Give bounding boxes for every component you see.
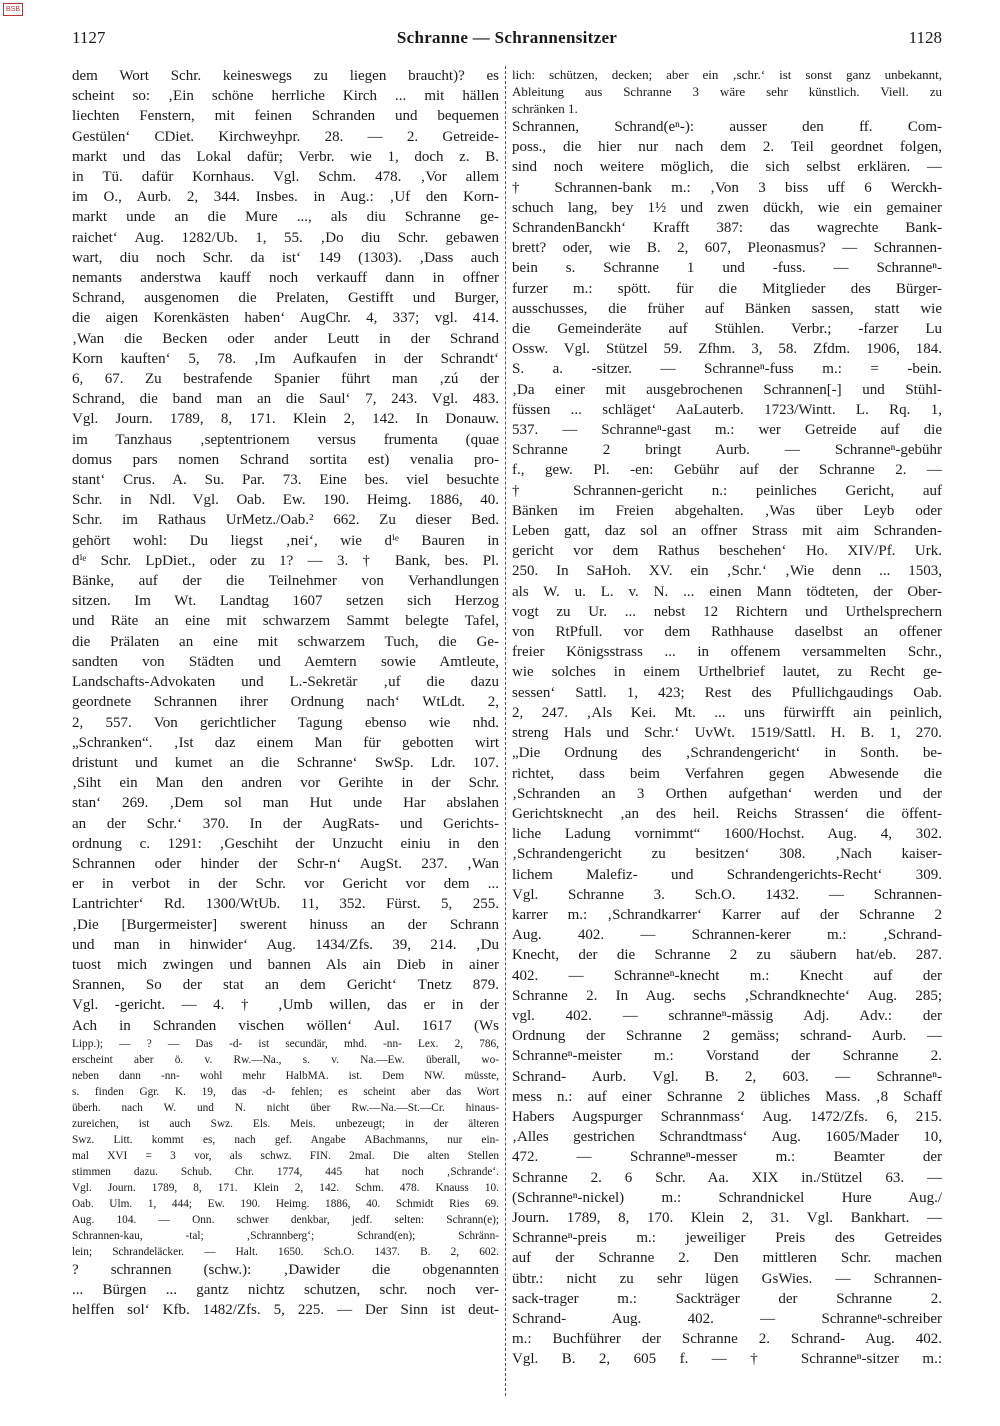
- text-line: Schrand- Aurb. Vgl. B. 2, 603. — Schranneⁿ-: [512, 1068, 942, 1085]
- text-line: Bänken im Freien abgehalten. ‚Was über Leyb oder: [512, 502, 942, 519]
- text-line: Bänke, auf der die Teilnehmer von Verhandlungen: [72, 573, 499, 590]
- text-line: brett? oder, wie B. 2, 607, Pleonasmus? — Schrannen-: [512, 240, 942, 257]
- text-line: zureichen, ist auch Swz. Els. Meis. unbezeugt; in der älteren: [72, 1117, 499, 1130]
- column-divider: [505, 66, 506, 1396]
- text-line: sessen‘ Sattl. 1, 423; Rest des Pfullichgaudings Oab.: [512, 684, 942, 701]
- text-line: von RtPfull. vor dem Rathhause daselbst an offener: [512, 624, 942, 641]
- text-line: erscheint aber ö. v. Rw.—Na., s. v. Na.—Ew. überall, wo-: [72, 1053, 499, 1066]
- text-line: Lantrichter‘ Rd. 1300/WtUb. 11, 352. Fürst. 5, 255.: [72, 896, 499, 913]
- text-line: im Tanzhaus ‚septentrionem versus frumenta (quae: [72, 431, 499, 448]
- text-line: 472. — Schranneⁿ-messer m.: Beamter der: [512, 1149, 942, 1166]
- text-line: füssen ... schläget‘ AaLauterb. 1723/Wintt. L. Rq. 1,: [512, 401, 942, 418]
- text-line: scheint so: ‚Ein schöne herrliche Kirch ... mit hällen: [72, 88, 499, 105]
- text-line: schränken 1.: [512, 101, 578, 116]
- page-header: [72, 28, 942, 52]
- text-line: übtr.: nicht zu sehr lügen GsWies. — Schrannen-: [512, 1270, 942, 1287]
- text-line: liechten Fenstern, mit feinen Schranden und bequemen: [72, 108, 499, 125]
- text-line: Vgl. Journ. 1789, 8, 171. Klein 2, 142. In Donauw.: [72, 411, 499, 428]
- text-line: liche Ladung vornimmt“ 1600/Hochst. Aug. 4, 302.: [512, 826, 942, 843]
- text-line: Vgl. Journ. 1789, 8, 171. Klein 2, 142. Schm. 478. Knauss 10.: [72, 1181, 499, 1194]
- text-line: Aug. 104. — Onn. schwer denkbar, jedf. selten: Schrann(e);: [72, 1213, 499, 1226]
- page-number-right: 1128: [908, 28, 942, 47]
- text-line: Ossw. Vgl. Stützel 59. Zfhm. 3, 58. Zfdm. 1906, 184.: [512, 341, 942, 358]
- text-line: furzer m.: spött. für die Mitglieder des Bürger-: [512, 280, 942, 297]
- text-line: als W. u. L. v. N. ... einen Mann tödteten, der Ober-: [512, 583, 942, 600]
- text-line: m.: Buchführer der Schranne 2. Schrand- Aug. 402.: [512, 1331, 942, 1348]
- text-line: gericht vor dem Rathus beschehen‘ Ho. XIV/Pf. Urk.: [512, 543, 942, 560]
- text-line: f., gew. Pl. -en: Gebühr auf der Schranne 2. —: [512, 462, 942, 479]
- text-line: Korn kauften‘ 5, 78. ‚Im Aufkaufen in der Schrandt‘: [72, 350, 499, 367]
- right-column: [512, 66, 942, 1416]
- text-line: helffen sol‘ Kfb. 1482/Zfs. 5, 225. — Der Sinn ist deut-: [72, 1302, 499, 1319]
- text-line: die aigen Korenkästen haben‘ AugChr. 4, 337; vgl. 414.: [72, 310, 499, 327]
- text-line: in Tü. dafür Kornhaus. Vgl. Schm. 478. ‚Vor allem: [72, 169, 499, 186]
- text-line: Schr. in Ndl. Vgl. Oab. Ew. 190. Heimg. 1886, 40.: [72, 492, 499, 509]
- text-line: (Schranneⁿ-nickel) m.: Schrandnickel Hure Aug./: [512, 1189, 942, 1206]
- text-line: die Gemeinderäte auf Stühlen. Verbr.; -farzer Lu: [512, 321, 942, 338]
- text-line: domus pars nomen Schrand sortita est) venalia pro-: [72, 451, 499, 468]
- text-line: Lipp.); — ? — Das -d- ist secundär, mhd. -nn- Lex. 2, 786,: [72, 1037, 499, 1050]
- library-stamp: BSB: [3, 3, 23, 16]
- text-line: er in verbot in der Schr. vor Gericht vor dem ...: [72, 876, 499, 893]
- text-line: schuch lang, bey 1½ und zwen dückh, wie ein gemainer: [512, 199, 942, 216]
- text-line: Schrannen oder hinder der Schr-n‘ AugSt. 237. ‚Wan: [72, 855, 499, 872]
- text-line: gehört wohl: Du liegst ‚nei‘, wie dⁱᵉ Bauren in: [72, 532, 499, 549]
- text-line: lichem Malefiz- und Schrandengerichts-Recht‘ 309.: [512, 866, 942, 883]
- text-line: freier Königsstrass ... in offenem versammelten Schr.,: [512, 644, 942, 661]
- text-line: markt und das Lokal dafür; Verbr. wie 1, doch z. B.: [72, 148, 499, 165]
- text-line: Gerichtsknecht ‚an des heil. Reichs Strassen‘ die öffent-: [512, 805, 942, 822]
- text-line: Oab. Ulm. 1, 444; Ew. 190. Heimg. 1886, 40. Schmidt Ries 69.: [72, 1197, 499, 1210]
- text-line: ? schrannen (schw.): ‚Dawider die obgenannten: [72, 1261, 499, 1278]
- text-line: „Schranken“. ‚Ist daz einem Man für gebotten wirt: [72, 734, 499, 751]
- text-line: Ableitung aus Schranne 3 wäre sehr künstlich. Viell. zu: [512, 84, 942, 99]
- text-line: ausschusses, die früher auf Bänken sassen, statt wie: [512, 300, 942, 317]
- text-line: 2, 247. ‚Als Kei. Mt. ... uns fürwirfft ain peinlich,: [512, 704, 942, 721]
- text-line: überh. nach W. und N. nicht über Rw.—Na.—St.—Cr. hinaus-: [72, 1101, 499, 1114]
- text-line: stant‘ Crus. A. Su. Par. 73. Eine bes. viel besuchte: [72, 472, 499, 489]
- text-line: Journ. 1789, 8, 170. Klein 2, 31. Vgl. Bankhart. —: [512, 1209, 942, 1226]
- text-line: 402. — Schranneⁿ-knecht m.: Knecht auf der: [512, 967, 942, 984]
- text-line: sack-trager m.: Sackträger der Schranne 2.: [512, 1290, 942, 1307]
- text-line: und Räte an eine mit schwarzem Sammt belegte Tafel,: [72, 613, 499, 630]
- text-line: Schrand, ausgenomen die Prelaten, Gestifft und Burger,: [72, 290, 499, 307]
- text-line: Aug. 402. — Schrannen-kerer m.: ‚Schrand-: [512, 927, 942, 944]
- text-line: 2, 557. Von gerichtlicher Tagung ebenso wie nhd.: [72, 714, 499, 731]
- text-line: stimmen dazu. Schub. Chr. 1774, 445 hat noch ‚Schrande‘.: [72, 1165, 499, 1178]
- text-line: im O., Aurb. 2, 344. Insbes. in Aug.: ‚Uf den Korn-: [72, 189, 499, 206]
- text-line: Schranneⁿ-preis m.: jeweiliger Preis des Getreides: [512, 1230, 942, 1247]
- text-line: s. finden Ggr. K. 19, das -d- fehlen; es scheint aber das Wort: [72, 1085, 499, 1098]
- text-line: Schrand- Aug. 402. — Schranneⁿ-schreiber: [512, 1310, 942, 1327]
- text-line: raichet‘ Aug. 1282/Ub. 1, 55. ‚Do diu Schr. gebawen: [72, 229, 499, 246]
- text-line: neben dann -nn- wohl mehr HalbMA. ist. Dem NW. müsste,: [72, 1069, 499, 1082]
- text-line: ordnung c. 1291: ‚Geschiht der Unzucht einiu in den: [72, 835, 499, 852]
- text-line: streng Hals und Schr.‘ UvWt. 1519/Sattl. H. B. 1, 270.: [512, 725, 942, 742]
- text-line: ‚Die [Burgermeister] swerent hinuss an der Schrann: [72, 916, 499, 933]
- text-line: Schrannen-kau, -tal; ‚Schrannberg‘; Schrand(en); Schränn-: [72, 1229, 499, 1242]
- text-line: lein; Schrandeläcker. — Halt. 1650. Sch.O. 1437. B. 2, 602.: [72, 1245, 499, 1258]
- text-line: ‚Schrandengericht zu besitzen‘ 308. ‚Nach kaiser-: [512, 846, 942, 863]
- text-line: die Prälaten an eine mit schwarzem Tuch, die Ge-: [72, 633, 499, 650]
- text-line: Ordnung der Schranne 2 gemäss; schrand- Aurb. —: [512, 1028, 942, 1045]
- text-line: bein s. Schranne 1 und -fuss. — Schranneⁿ-: [512, 260, 942, 277]
- text-line: dem Wort Schr. keineswegs zu liegen braucht)? es: [72, 68, 499, 84]
- text-line: Knecht, der die Schranne 2 zu säubern hat/eb. 287.: [512, 947, 942, 964]
- page-number-left: 1127: [72, 28, 106, 47]
- text-line: Swz. Litt. kommt es, nach gef. Angabe ABachmanns, nur ein-: [72, 1133, 499, 1146]
- text-line: Gestülen‘ CDiet. Kirchweyhpr. 28. — 2. Getreide-: [72, 128, 499, 145]
- text-line: Vgl. B. 2, 605 f. — † Schranneⁿ-sitzer m.:: [512, 1351, 942, 1368]
- text-line: Schrand, die band man an die Saul‘ 7, 243. Vgl. 483.: [72, 391, 499, 408]
- running-title: Schranne — Schrannensitzer: [396, 28, 618, 47]
- text-line: ... Bürgen ... gantz nichtz schutzen, schr. noch ver-: [72, 1281, 499, 1298]
- text-line: Schranne 2. In Aug. sechs ‚Schrandknechte‘ Aug. 285;: [512, 987, 942, 1004]
- text-line: dristunt und kumet an die Schranne‘ SwSp. Ldr. 107.: [72, 754, 499, 771]
- text-line: karrer m.: ‚Schrandkarrer‘ Karrer auf der Schranne 2: [512, 906, 942, 923]
- text-line: S. a. -sitzer. — Schranneⁿ-fuss m.: = -bein.: [512, 361, 942, 378]
- text-line: ‚Alles gestrichen Schrandtmass‘ Aug. 1605/Mader 10,: [512, 1129, 942, 1146]
- text-line: ‚Schranden an 3 Orthen aufgethan‘ werden und der: [512, 785, 942, 802]
- text-line: stan‘ 269. ‚Dem sol man Hut unde Har abslahen: [72, 795, 499, 812]
- text-line: Schranne 2 bringt Aurb. — Schranneⁿ-gebühr: [512, 442, 942, 459]
- text-line: wart, diu noch Schr. da ist‘ 149 (1303). ‚Dass auch: [72, 249, 499, 266]
- text-line: lich: schützen, decken; aber ein ‚schr.‘ ist sonst ganz unbekannt,: [512, 67, 942, 82]
- text-line: dⁱᵉ Schr. LpDiet., oder zu 1? — 3. † Bank, bes. Pl.: [72, 552, 499, 569]
- text-line: Vgl. -gericht. — 4. † ‚Umb willen, das er in der: [72, 997, 499, 1014]
- text-line: markt unde an die Mure ..., als diu Schranne ge-: [72, 209, 499, 226]
- text-line: 250. In SaHoh. XV. ein ‚Schr.‘ ‚Wie denn ... 1503,: [512, 563, 942, 580]
- text-line: † Schrannen-bank m.: ‚Von 3 biss uff 6 Werckh-: [512, 179, 942, 196]
- text-line: Schrannen, Schrand(eⁿ-): ausser den ff. Com-: [512, 119, 942, 135]
- text-line: 6, 67. Zu bestrafende Spanier führt man ‚zú der: [72, 371, 499, 388]
- text-line: vogt zu Ur. ... nebst 12 Richtern und Urthelsprechern: [512, 603, 942, 620]
- text-line: geordnete Schrannen ihrer Ordnung nach‘ WtLdt. 2,: [72, 694, 499, 711]
- text-line: und man in hinwider‘ Aug. 1434/Zfs. 39, 214. ‚Du: [72, 936, 499, 953]
- left-column: [72, 66, 499, 1416]
- text-line: vgl. 402. — schranneⁿ-mässig Adj. Adv.: der: [512, 1007, 942, 1024]
- text-line: tuost mich zwingen und bannen Als ain Dieb in ainer: [72, 956, 499, 973]
- text-line: „Die Ordnung des ‚Schrandengericht‘ in Sonth. be-: [512, 745, 942, 762]
- text-line: Leben gatt, daz sol an offner Strass mit aim Schranden-: [512, 523, 942, 540]
- text-line: † Schrannen-gericht n.: peinliches Gericht, auf: [512, 482, 942, 499]
- text-line: an der Schr.‘ 370. In der AugRats- und Gerichts-: [72, 815, 499, 832]
- text-line: mal XVI = 3 vor, als schwz. FIN. 2mal. Die alten Stellen: [72, 1149, 499, 1162]
- text-line: Landschafts-Advokaten und L.-Sekretär ‚uf die dazu: [72, 674, 499, 691]
- text-line: sandten von Städten und Aemtern sowie Amtleute,: [72, 653, 499, 670]
- text-line: Vgl. Schranne 3. Sch.O. 1432. — Schrannen-: [512, 886, 942, 903]
- text-line: richtet, dass beim Verfahren gegen Abwesende die: [512, 765, 942, 782]
- text-line: mess n.: auf einer Schranne 2 übliches Mass. ‚8 Schaff: [512, 1088, 942, 1105]
- text-line: sitzen. Im Wt. Landtag 1607 setzen sich Herzog: [72, 593, 499, 610]
- text-line: auf der Schranne 2. Den mittleren Schr. machen: [512, 1250, 942, 1267]
- text-line: Ach in Schranden vischen wöllen‘ Aul. 1617 (Ws: [72, 1017, 499, 1034]
- text-line: Habers Augspurger Schrannmass‘ Aug. 1472/Zfs. 6, 215.: [512, 1108, 942, 1125]
- text-line: ‚Da einer mit ausgebrochenen Schrannen[-] und Stühl-: [512, 381, 942, 398]
- text-line: nemants anderstwa kauff noch verkauff dann in offner: [72, 270, 499, 287]
- text-line: Schranne 2. 6 Schr. Aa. XIX in./Stützel 63. —: [512, 1169, 942, 1186]
- text-line: ‚Wan die Becken oder ander Leutt in der Schrand: [72, 330, 499, 347]
- text-line: ‚Siht ein Man den andren vor Gerihte in der Schr.: [72, 775, 499, 792]
- text-line: poss., die hier nur nach dem 2. Teil geordnet folgen,: [512, 139, 942, 156]
- text-line: wie solches in einem Urthelbrief lautet, zu Recht ge-: [512, 664, 942, 681]
- text-line: 537. — Schranneⁿ-gast m.: wer Getreide auf die: [512, 422, 942, 439]
- text-line: SchrandenBanckh‘ Krafft 387: das wagrechte Bank-: [512, 220, 942, 237]
- text-line: Schr. im Rathaus UrMetz./Oab.² 662. Zu dieser Bed.: [72, 512, 499, 529]
- text-line: Srannen, So der stat an dem Gericht‘ Tnetz 879.: [72, 977, 499, 994]
- text-line: sind noch weitere möglich, die sich selbst erklären. —: [512, 159, 942, 176]
- text-line: Schranneⁿ-meister m.: Vorstand der Schranne 2.: [512, 1048, 942, 1065]
